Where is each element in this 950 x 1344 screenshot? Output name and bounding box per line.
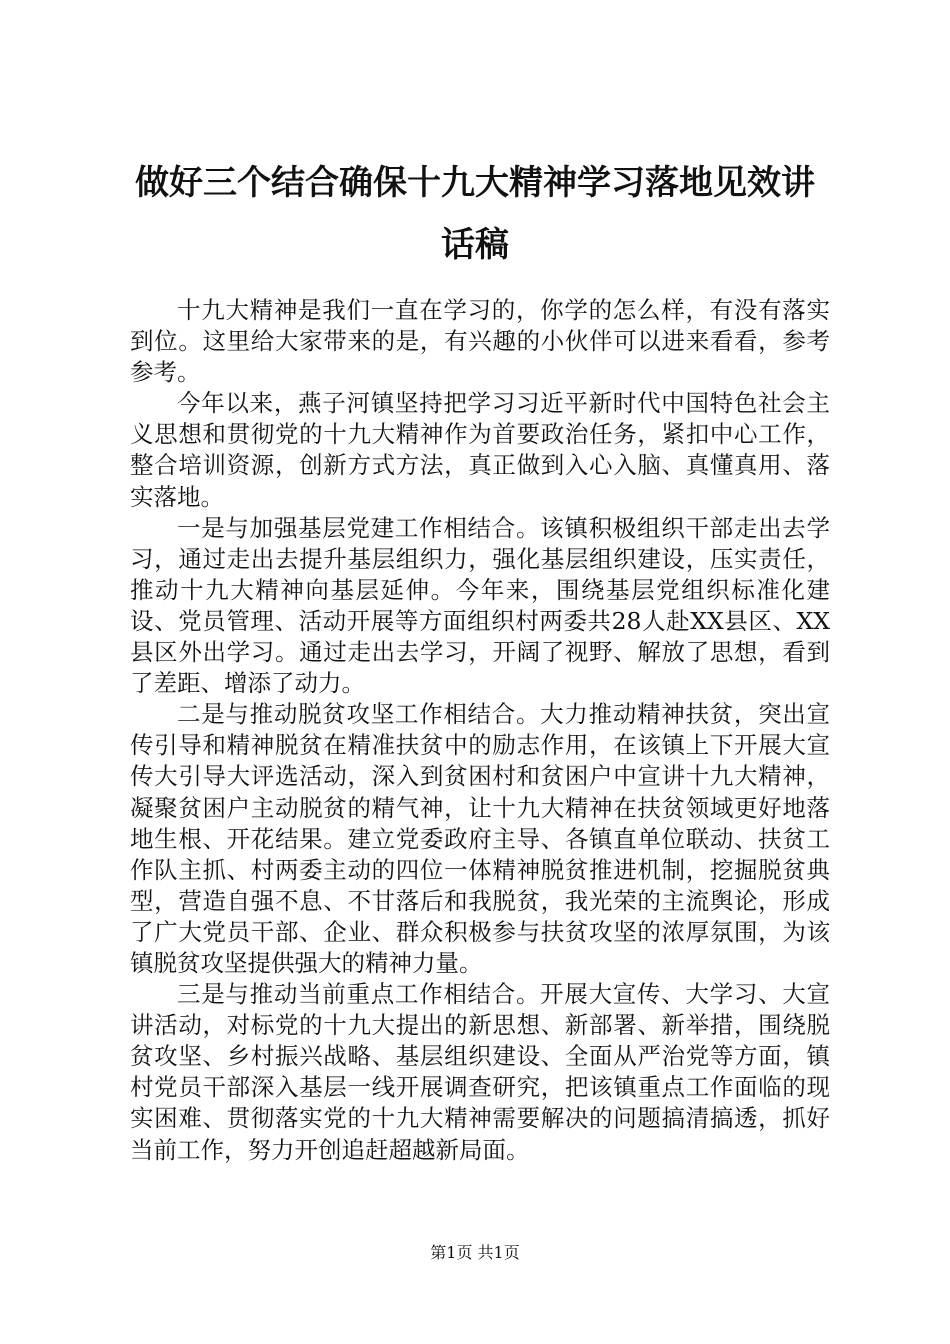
paragraph-point-three: 三是与推动当前重点工作相结合。开展大宣传、大学习、大宣讲活动，对标党的十九大提出的新思想、新部署、新举措，围绕脱贫攻坚、乡村振兴战略、基层组织建设、全面从严治党等方面，镇村党员干部深入基层一线开展调查研究，把该镇重点工作面临的现实困难、贯彻落实党的十九大精神需要解决的问题搞清搞透，抓好当前工作，努力开创追赶超越新局面。	[130, 980, 830, 1164]
paragraph-intro: 十九大精神是我们一直在学习的，你学的怎么样，有没有落实到位。这里给大家带来的是，有兴趣的小伙伴可以进来看看，参考参考。	[130, 296, 830, 387]
paragraph-overview: 今年以来，燕子河镇坚持把学习习近平新时代中国特色社会主义思想和贯彻党的十九大精神作为首要政治任务，紧扣中心工作，整合培训资源，创新方式方法，真正做到入心入脑、真懂真用、落实落地。	[130, 389, 830, 511]
page-footer: 第1页 共1页	[430, 1243, 520, 1262]
document-title: 做好三个结合确保十九大精神学习落地见效讲话稿	[135, 163, 815, 265]
paragraph-point-two: 二是与推动脱贫攻坚工作相结合。大力推动精神扶贫，突出宣传引导和精神脱贫在精准扶贫中的励志作用，在该镇上下开展大宣传大引导大评选活动，深入到贫困村和贫困户中宣讲十九大精神，凝聚贫困户主动脱贫的精气神，让十九大精神在扶贫领域更好地落地生根、开花结果。建立党委政府主导、各镇直单位联动、扶贫工作队主抓、村两委主动的四位一体精神脱贫推进机制，挖掘脱贫典型，营造自强不息、不甘落后和我脱贫，我光荣的主流舆论，形成了广大党员干部、企业、群众积极参与扶贫攻坚的浓厚氛围，为该镇脱贫攻坚提供强大的精神力量。	[130, 700, 830, 977]
paragraph-point-one: 一是与加强基层党建工作相结合。该镇积极组织干部走出去学习，通过走出去提升基层组织力，强化基层组织建设，压实责任，推动十九大精神向基层延伸。今年来，围绕基层党组织标准化建设、党员管理、活动开展等方面组织村两委共28人赴XX县区、XX县区外出学习。通过走出去学习，开阔了视野、解放了思想，看到了差距、增添了动力。	[130, 513, 830, 698]
document-body	[130, 295, 830, 1166]
